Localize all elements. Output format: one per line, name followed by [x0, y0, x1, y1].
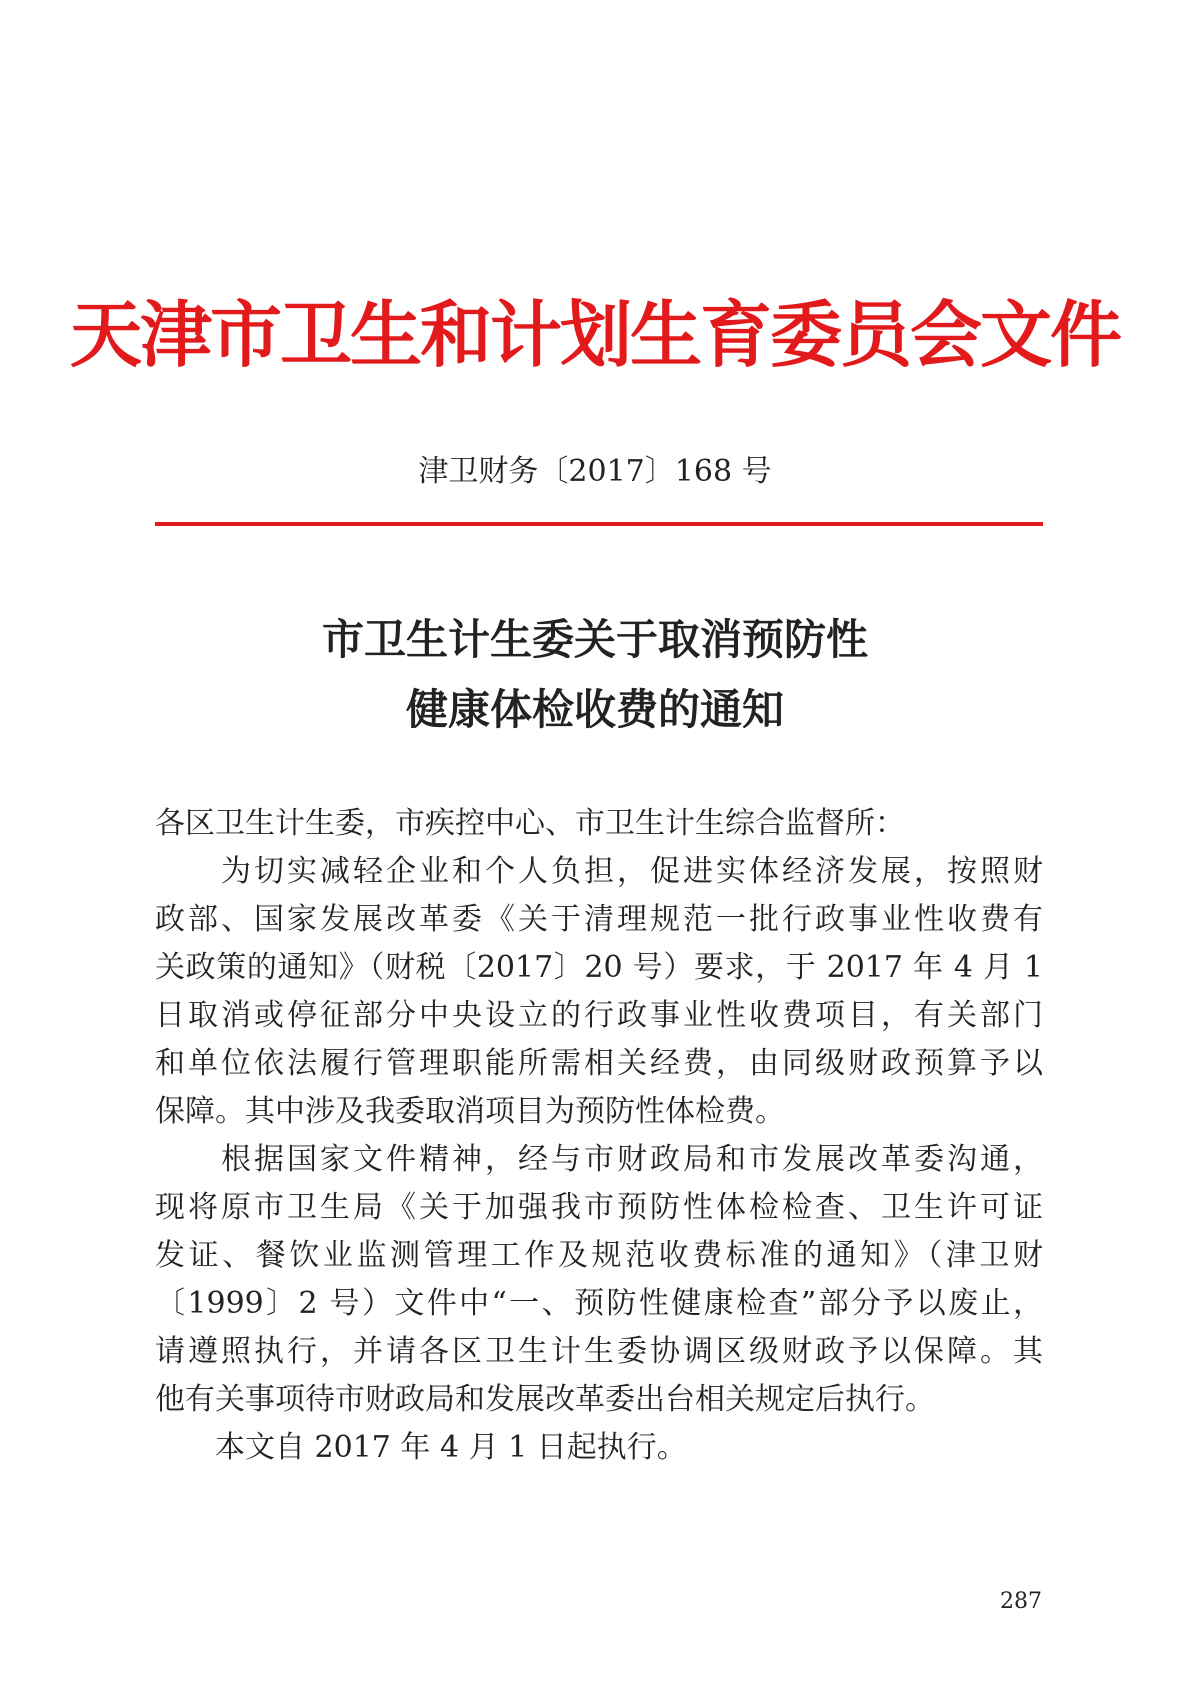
notice-title-line-1: 市卫生计生委关于取消预防性	[321, 615, 868, 664]
issuing-authority-header: 天津市卫生和计划生育委员会文件	[69, 293, 1120, 377]
body-line: 请遵照执行，并请各区卫生计生委协调区级财政予以保障。其	[155, 1334, 1043, 1369]
body-line: 〔1999〕2 号）文件中“一、预防性健康检查”部分予以废止，	[155, 1286, 1043, 1321]
document-number: 津卫财务〔2017〕168 号	[418, 454, 772, 489]
body-line: 发证、餐饮业监测管理工作及规范收费标准的通知》（津卫财	[155, 1238, 1043, 1273]
notice-body	[155, 800, 1043, 1472]
body-line: 现将原市卫生局《关于加强我市预防性体检检查、卫生许可证	[155, 1190, 1043, 1225]
notice-title-line-2: 健康体检收费的通知	[405, 685, 784, 734]
body-line: 日取消或停征部分中央设立的行政事业性收费项目，有关部门	[155, 998, 1043, 1033]
body-line: 和单位依法履行管理职能所需相关经费，由同级财政预算予以	[155, 1046, 1043, 1081]
notice-title	[0, 605, 1190, 745]
body-line-effective-date: 本文自 2017 年 4 月 1 日起执行。	[155, 1430, 687, 1465]
red-divider-line	[155, 522, 1043, 526]
page-number: 287	[1000, 1589, 1042, 1614]
body-line: 为切实减轻企业和个人负担，促进实体经济发展，按照财	[155, 854, 1043, 889]
body-line: 政部、国家发展改革委《关于清理规范一批行政事业性收费有	[155, 902, 1043, 937]
body-line: 他有关事项待市财政局和发展改革委出台相关规定后执行。	[155, 1382, 935, 1417]
body-line: 根据国家文件精神，经与市财政局和市发展改革委沟通，	[155, 1142, 1043, 1177]
body-line: 保障。其中涉及我委取消项目为预防性体检费。	[155, 1094, 785, 1129]
body-line: 关政策的通知》（财税〔2017〕20 号）要求，于 2017 年 4 月 1	[155, 950, 1043, 985]
body-line-addressee: 各区卫生计生委，市疾控中心、市卫生计生综合监督所：	[155, 806, 905, 841]
